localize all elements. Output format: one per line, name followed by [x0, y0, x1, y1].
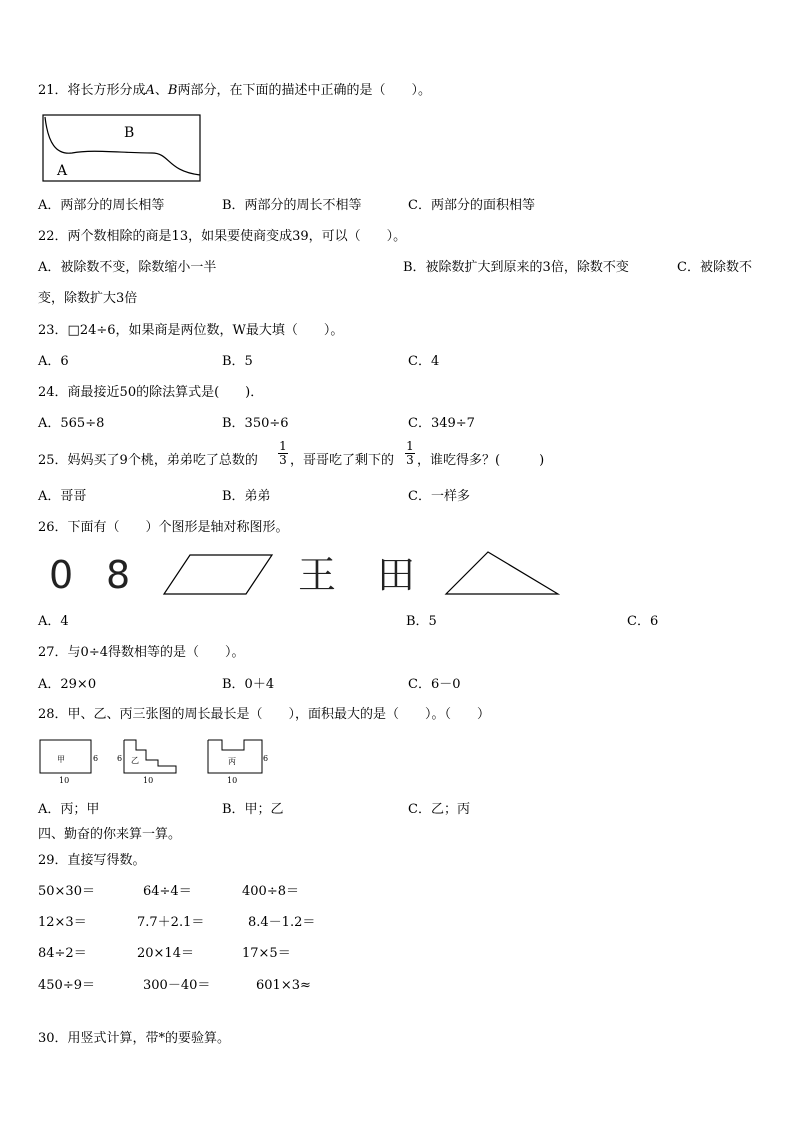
q23-stem: 23．□24÷6，如果商是两位数，W最大填（ ）。	[38, 323, 344, 338]
q25-fraction-1	[277, 440, 289, 467]
calc-item: 450÷9＝	[38, 978, 95, 993]
q26-option-b: B．5	[406, 614, 437, 629]
q28-option-b: B．甲；乙	[222, 802, 284, 817]
q25-stem-part2: ，哥哥吃了剩下的	[290, 453, 395, 468]
q26-glyph-zero: 0	[49, 553, 74, 597]
q21-label-a: A	[57, 163, 68, 179]
calc-item: 7.7＋2.1＝	[137, 915, 205, 930]
q28-label-jia: 甲	[57, 755, 65, 764]
q27-option-b: B．0＋4	[222, 677, 275, 692]
q26-glyph-tian: 田	[377, 553, 416, 597]
q26-glyph-eight: 8	[106, 553, 131, 597]
q28-option-a: A．丙；甲	[38, 802, 100, 817]
calc-item: 300－40＝	[143, 978, 211, 993]
q28-dim-height-jia: 6	[93, 754, 99, 763]
q26-triangle	[444, 550, 562, 598]
q21-option-a: A．两部分的周长相等	[38, 198, 165, 213]
q28-label-yi: 乙	[131, 756, 139, 765]
q26-stem: 26．下面有（ ）个图形是轴对称图形。	[38, 520, 289, 535]
calc-item: 50×30＝	[38, 884, 95, 899]
q25-stem-part1: 25．妈妈买了9个桃，弟弟吃了总数的	[38, 453, 258, 468]
calc-item: 84÷2＝	[38, 946, 87, 961]
q27-option-c: C．6－0	[408, 677, 461, 692]
fraction-denominator: 3	[406, 453, 414, 467]
q24-option-b: B．350÷6	[222, 416, 289, 431]
q25-option-b: B．弟弟	[222, 489, 271, 504]
q22-option-c-start: C．被除数不	[677, 260, 752, 275]
calc-item: 601×3≈	[256, 978, 311, 993]
calc-item: 400÷8＝	[242, 884, 299, 899]
q23-option-a: A．6	[38, 354, 69, 369]
q27-option-a: A．29×0	[38, 677, 97, 692]
calc-item: 12×3＝	[38, 915, 87, 930]
q23-option-b: B．5	[222, 354, 253, 369]
fraction-numerator: 1	[279, 439, 287, 453]
calc-item: 64÷4＝	[143, 884, 192, 899]
q24-option-c: C．349÷7	[408, 416, 475, 431]
calc-item: 8.4－1.2＝	[248, 915, 316, 930]
q29-stem: 29．直接写得数。	[38, 853, 146, 868]
q25-fraction-2	[404, 440, 416, 467]
q28-option-c: C．乙；丙	[408, 802, 470, 817]
fraction-denominator: 3	[279, 453, 287, 467]
calc-item: 20×14＝	[137, 946, 194, 961]
q24-option-a: A．565÷8	[38, 416, 105, 431]
q28-dim-height-yi: 6	[117, 754, 123, 763]
q22-option-b: B．被除数扩大到原来的3倍，除数不变	[403, 260, 629, 275]
q26-option-a: A．4	[38, 614, 69, 629]
q22-option-a: A．被除数不变，除数缩小一半	[38, 260, 217, 275]
q28-label-bing: 丙	[228, 757, 236, 766]
section-heading: 四、勤奋的你来算一算。	[38, 827, 182, 842]
q26-parallelogram	[162, 553, 274, 597]
q28-shapes-figure	[36, 736, 276, 788]
q28-dim-height-bing: 6	[263, 754, 269, 763]
shape-jia	[40, 740, 91, 773]
q21-option-c: C．两部分的面积相等	[408, 198, 535, 213]
q24-stem: 24．商最接近50的除法算式是( )．	[38, 385, 264, 400]
q27-stem: 27．与0÷4得数相等的是（ ）。	[38, 645, 245, 660]
q28-dim-width-bing: 10	[227, 776, 238, 785]
calc-item: 17×5＝	[242, 946, 291, 961]
q28-stem: 28．甲、乙、丙三张图的周长最长是（ ），面积最大的是（ ）。（ ）	[38, 707, 491, 722]
q28-dim-width-jia: 10	[59, 776, 70, 785]
q26-glyph-wang: 王	[298, 553, 337, 597]
q21-option-b: B．两部分的周长不相等	[222, 198, 362, 213]
q25-stem-part3: ，谁吃得多？( )	[417, 453, 545, 468]
q22-option-c-end: 变，除数扩大3倍	[38, 291, 138, 306]
q25-option-a: A．哥哥	[38, 489, 87, 504]
q23-option-c: C．4	[408, 354, 440, 369]
q25-option-c: C．一样多	[408, 489, 470, 504]
q21-stem: 21．将长方形分成𝐴、𝐵两部分，在下面的描述中正确的是（ ）。	[38, 83, 431, 98]
q28-dim-width-yi: 10	[143, 776, 154, 785]
q21-label-b: B	[124, 125, 135, 141]
q30-stem: 30．用竖式计算，带*的要验算。	[38, 1031, 231, 1046]
fraction-numerator: 1	[406, 439, 414, 453]
q26-option-c: C．6	[627, 614, 659, 629]
q22-stem: 22．两个数相除的商是13，如果要使商变成39，可以（ ）。	[38, 229, 407, 244]
